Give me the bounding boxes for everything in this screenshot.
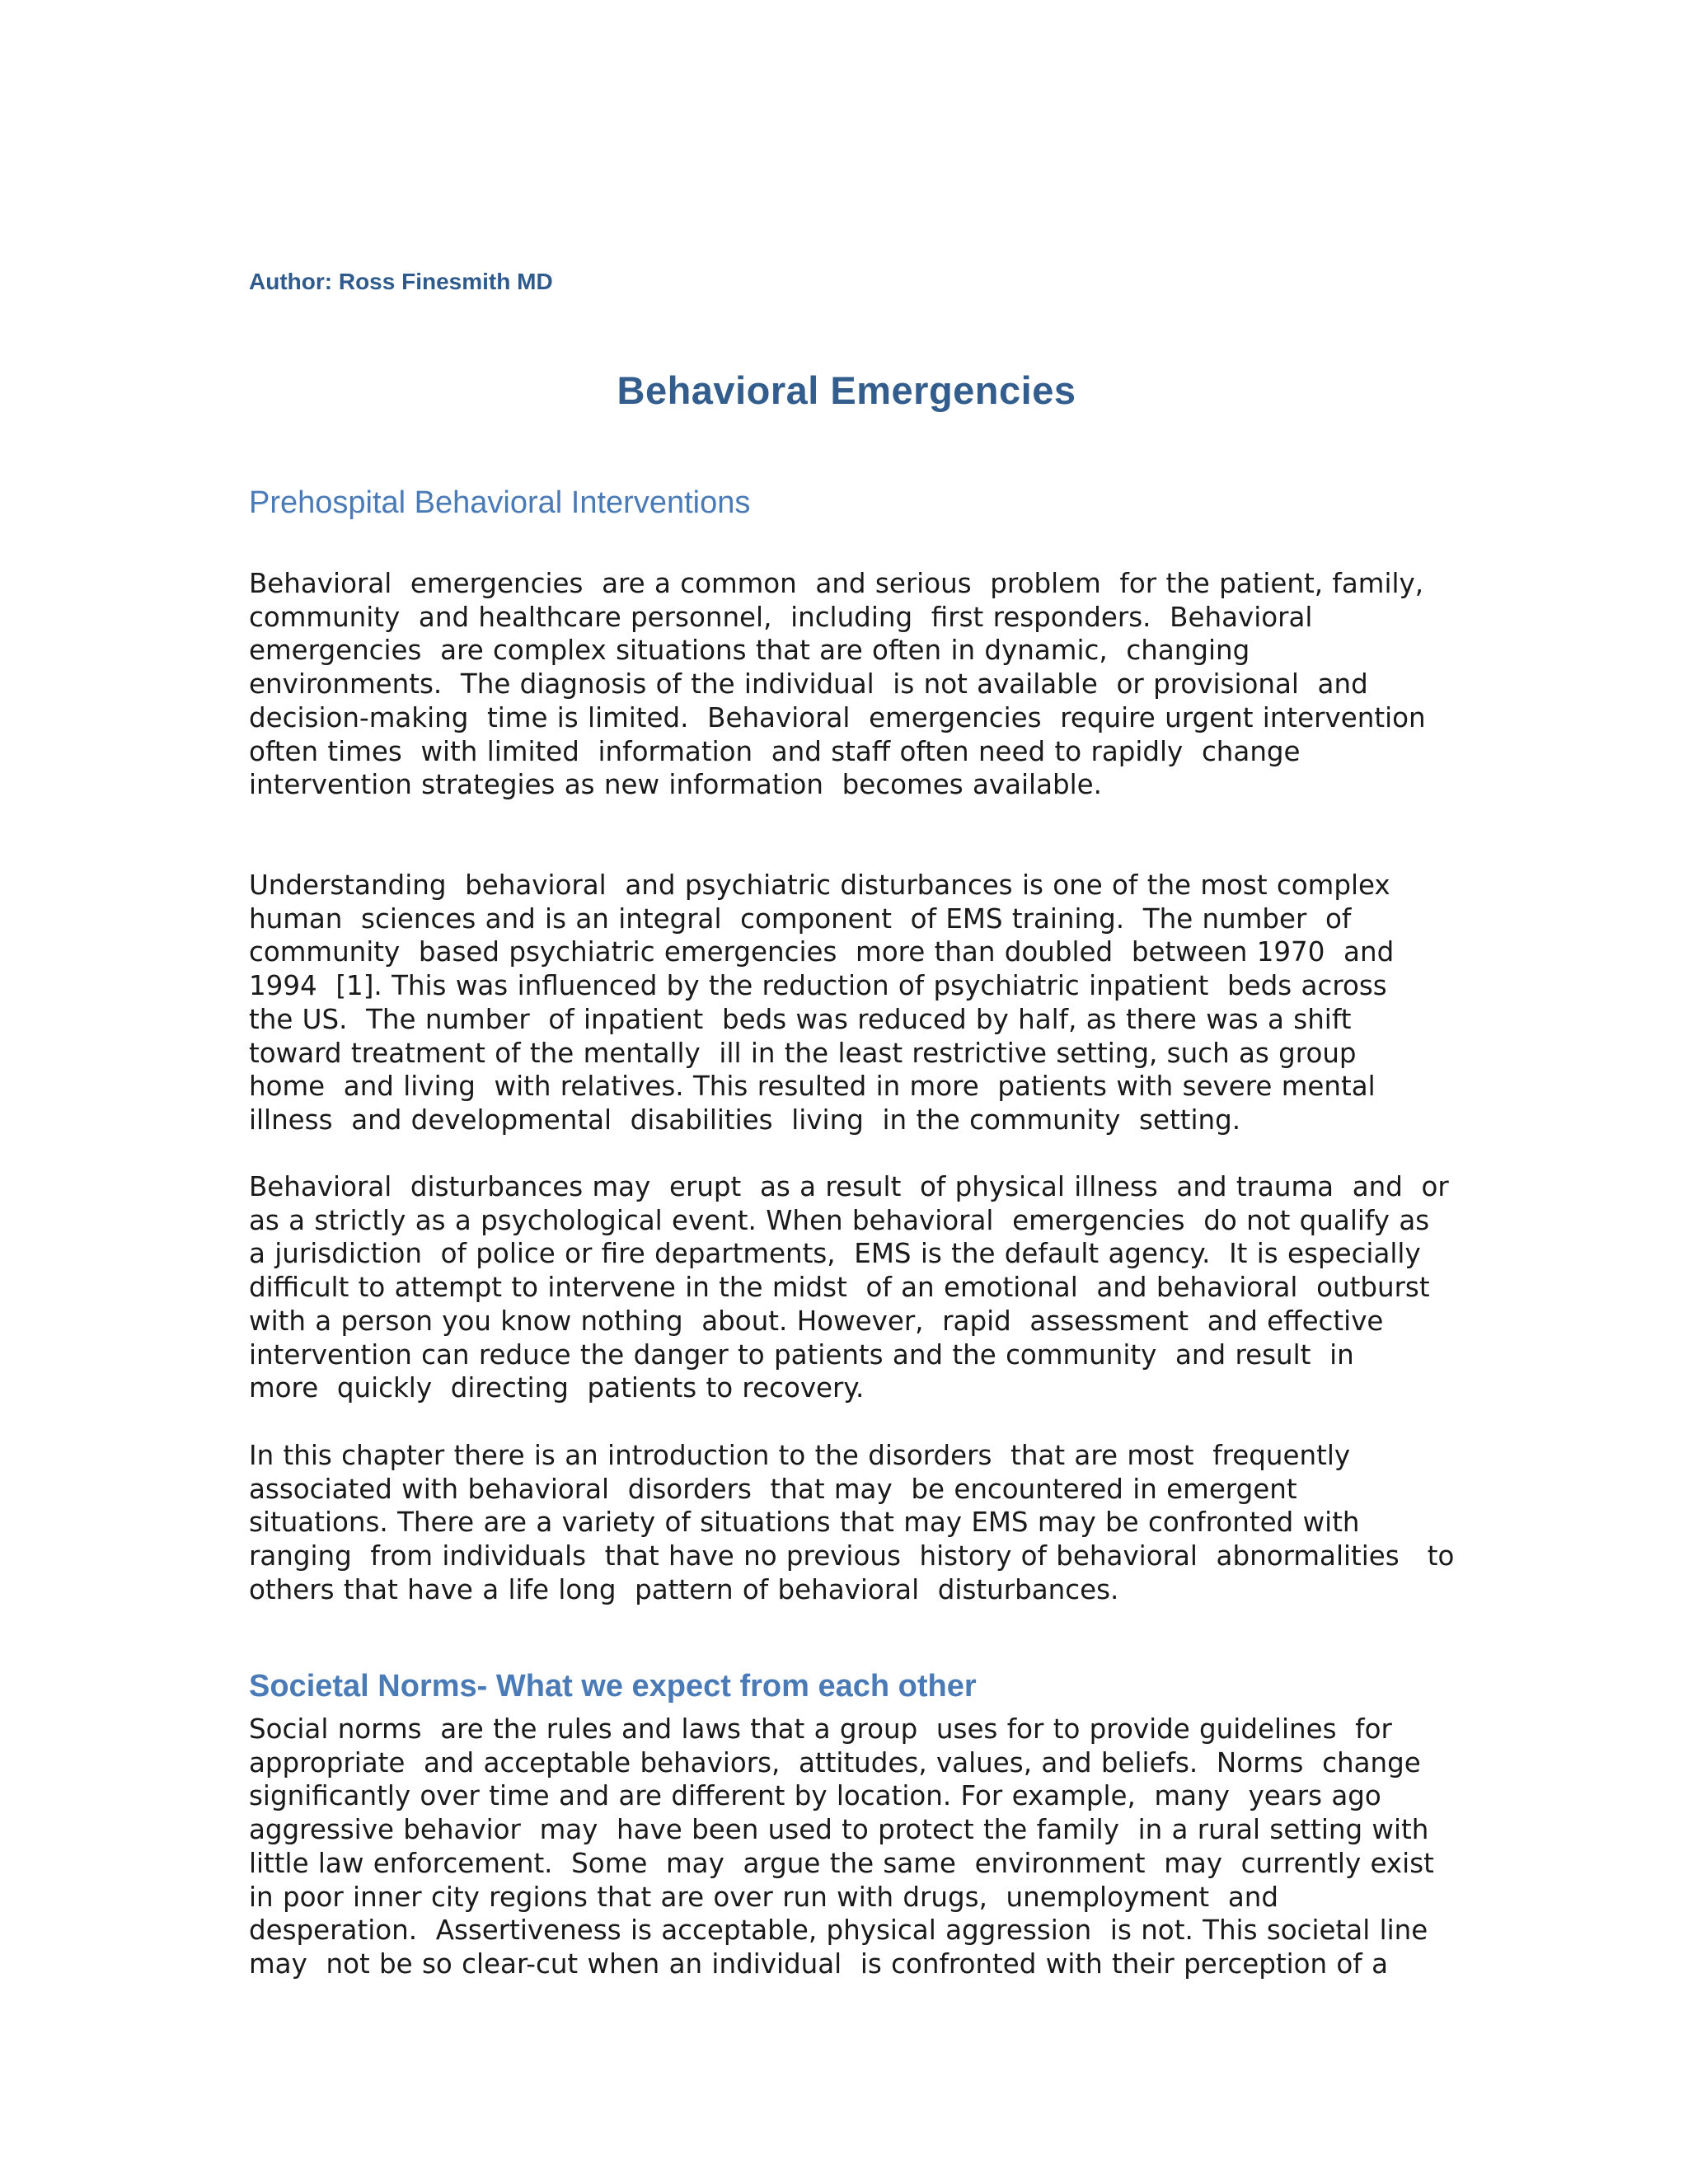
section-heading-prehospital: Prehospital Behavioral Interventions xyxy=(249,485,751,520)
paragraph-understanding: Understanding behavioral and psychiatric disturbances is one of the most complex human sciences and is an integral component of EMS training. The number of community based psychiatric emergencies more than doubled between 1970 and 1994 [1]. This was influenced by the reduction of psychiatric inpatient beds across the US. The number of inpatient beds was reduced by half, as there was a shift toward treatment of the mentally ill in the least restrictive setting, such as group home and living with relatives. This resulted in more patients with severe mental illness and developmental disabilities living in the community setting. xyxy=(249,869,1395,1136)
paragraph-chapter: In this chapter there is an introduction to the disorders that are most frequently associated with behavioral disorders that may be encountered in emergent situations. There are a variety of situations that may EMS may be confronted with ranging from individuals that have no previous history of behavioral abnormalities to others that have a life long pattern of behavioral disturbances. xyxy=(249,1440,1455,1605)
paragraph-intro: Behavioral emergencies are a common and serious problem for the patient, family, community and healthcare personnel, including first responders. Behavioral emergencies are complex situations that are often in dynamic, changing environments. The diagnosis of the individual is not available or provisional and decision-making time is limited. Behavioral emergencies require urgent intervention often times with limited information and staff often need to rapidly change intervention strategies as new information becomes available. xyxy=(249,568,1426,801)
page-title: Behavioral Emergencies xyxy=(617,368,1076,412)
paragraph-social-norms: Social norms are the rules and laws that a group uses for to provide guidelines for appropriate and acceptable behaviors, attitudes, values, and beliefs. Norms change significantly over time and are different by location. For example, many years ago aggressive behavior may have been used to protect the family in a rural setting with little law enforcement. Some may argue the same environment may currently exist in poor inner city regions that are over run with drugs, unemployment and desperation. Assertiveness is acceptable, physical aggression is not. This societal line may not be so clear-cut when an individual is confronted with their perception of a xyxy=(249,1713,1434,1980)
section-heading-societal-norms: Societal Norms- What we expect from each other xyxy=(249,1669,977,1704)
author-line: Author: Ross Finesmith MD xyxy=(249,269,553,294)
paragraph-disturbances: Behavioral disturbances may erupt as a result of physical illness and trauma and or as a strictly as a psychological event. When behavioral emergencies do not qualify as a jurisdiction of police or fire departments, EMS is the default agency. It is especially difficult to attempt to intervene in the midst of an emotional and behavioral outburst with a person you know nothing about. However, rapid assessment and effective intervention can reduce the danger to patients and the community and result in more quickly directing patients to recovery. xyxy=(249,1171,1449,1404)
